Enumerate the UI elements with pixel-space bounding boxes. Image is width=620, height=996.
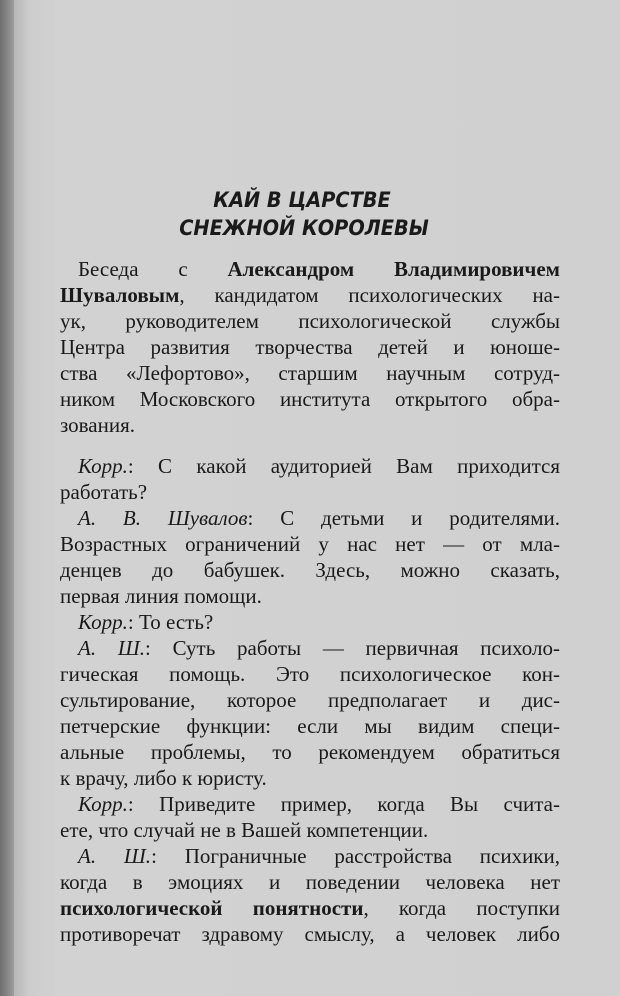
dialog-text: : Суть работы — первичная психоло-	[144, 636, 560, 660]
dialog-line: денцев до бабушек. Здесь, можно сказать,	[60, 558, 560, 582]
intro-text: , кандидатом психологических на-	[179, 283, 560, 307]
dialog-text: , когда поступки	[363, 896, 560, 920]
dialog-text: : С какой аудиторией Вам приходится	[127, 454, 560, 478]
intro-line-3: ук, руководителем психологической службы	[60, 309, 560, 333]
dialog-line	[78, 843, 560, 869]
intro-line-4: Центра развития творчества детей и юноше-	[60, 335, 560, 359]
dialog-line: первая линия помощи.	[60, 584, 262, 608]
dialog-line	[78, 453, 560, 479]
dialog-line	[78, 609, 560, 635]
dialog-text: : С детьми и родителями.	[247, 506, 560, 530]
interviewee-surname: Шуваловым	[60, 283, 180, 307]
dialog-line	[60, 895, 560, 921]
book-spine-shadow	[0, 0, 14, 996]
dialog-line: гическая помощь. Это психологическое кон-	[60, 662, 560, 686]
dialog-line: работать?	[60, 480, 148, 504]
speaker-label: А. В. Шувалов	[78, 506, 248, 530]
dialog-line: сультирование, которое предполагает и дис-	[60, 688, 560, 712]
emphasized-term: психологической понятности	[60, 896, 364, 920]
dialog-line: к врачу, либо к юристу.	[60, 766, 267, 790]
speaker-label: Корр.	[78, 610, 128, 634]
dialog-text: : Приведите пример, когда Вы счита-	[127, 792, 560, 816]
dialog-line: когда в эмоциях и поведении человека нет	[60, 870, 560, 894]
interviewee-name: Александром Владимировичем	[227, 257, 560, 281]
dialog-line: альные проблемы, то рекомендуем обратиться	[60, 740, 560, 764]
intro-line-6: ником Московского института открытого обра-	[60, 387, 560, 411]
intro-line-5: ства «Лефортово», старшим научным сотруд-	[60, 361, 560, 385]
intro-line-7: зования.	[60, 413, 136, 437]
dialog-line	[78, 505, 560, 531]
speaker-label: А. Ш.	[78, 636, 145, 660]
dialog-line: петчерские функции: если мы видим специ-	[60, 714, 560, 738]
dialog-text: : Пограничные расстройства психики,	[151, 844, 560, 868]
chapter-title-line-2: СНЕЖНОЙ КОРОЛЕВЫ	[179, 216, 429, 240]
intro-line-2	[60, 282, 560, 308]
chapter-title-line-1: КАЙ В ЦАРСТВЕ	[213, 188, 391, 212]
speaker-label: Корр.	[78, 792, 128, 816]
dialog-line	[78, 791, 560, 817]
dialog-line: противоречат здравому смыслу, а человек либо	[60, 922, 560, 946]
dialog-text: : То есть?	[127, 610, 214, 634]
dialog-line	[78, 635, 560, 661]
dialog-line: ете, что случай не в Вашей компетенции.	[60, 818, 429, 842]
speaker-label: Корр.	[78, 454, 128, 478]
speaker-label: А. Ш.	[78, 844, 152, 868]
intro-line-1	[78, 256, 560, 282]
intro-text: Беседа с	[78, 257, 228, 281]
dialog-line: Возрастных ограничений у нас нет — от мла-	[60, 532, 560, 556]
